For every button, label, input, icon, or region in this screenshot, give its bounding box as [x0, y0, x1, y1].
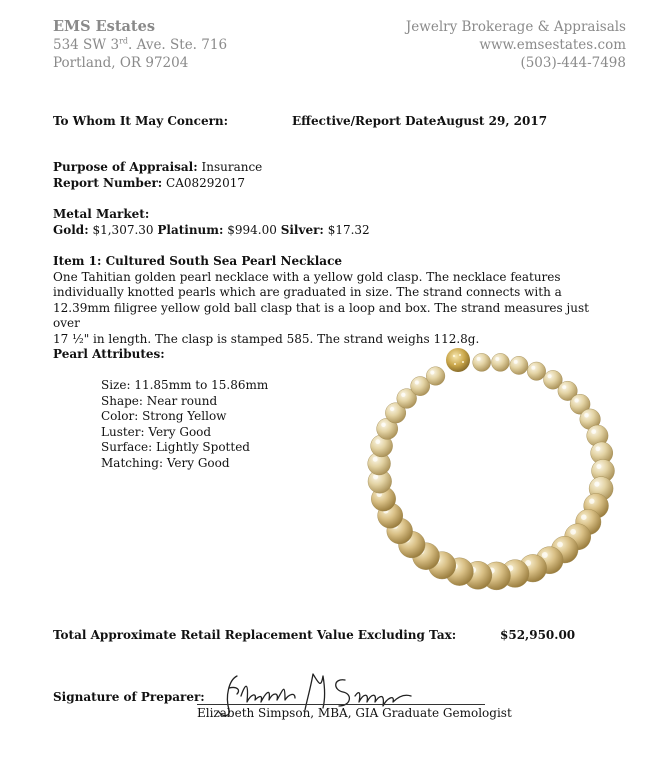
pearl-highlight — [531, 366, 535, 370]
attribute-luster: Luster: Very Good — [101, 424, 212, 439]
company-phone: (503)-444-7498 — [520, 55, 626, 71]
pearl — [510, 356, 528, 374]
total-value: $52,950.00 — [500, 628, 576, 642]
necklace-photo — [355, 338, 627, 600]
item-description-line: One Tahitian golden pearl necklace with a yellow gold clasp. The necklace features — [53, 269, 561, 284]
gold-value: $1,307.30 — [92, 222, 154, 237]
pearl-highlight — [596, 446, 601, 451]
signature-label: Signature of Preparer: — [53, 690, 205, 704]
platinum-label: Platinum: — [157, 222, 224, 237]
attribute-size: Size: 11.85mm to 15.86mm — [101, 378, 269, 392]
item-description-line: 17 ½" in length. The clasp is stamped 585. The strand weighs 112.8g. — [53, 331, 480, 346]
pearl-highlight — [390, 407, 394, 411]
report-number-value: CA08292017 — [166, 175, 245, 190]
gold-clasp — [446, 348, 470, 372]
pearl-highlight — [548, 374, 552, 378]
address-line-1: 534 SW 3rd. Ave. Ste. 716 — [53, 36, 228, 53]
attribute-shape: Shape: Near round — [101, 393, 218, 408]
pearl-highlight — [596, 464, 601, 469]
pearl-highlight — [591, 429, 596, 434]
purpose-block — [53, 160, 262, 191]
pearl-highlight — [557, 542, 563, 548]
pearl-strand — [368, 353, 615, 590]
report-date-label: Effective/Report Date: — [292, 114, 441, 128]
pearl-highlight — [375, 439, 380, 444]
metal-market-block — [53, 207, 370, 238]
pearl-highlight — [542, 552, 548, 558]
pearl-highlight — [373, 457, 378, 462]
attribute-surface: Surface: Lightly Spotted — [101, 440, 250, 454]
platinum-value: $994.00 — [227, 222, 277, 237]
pearl-highlight — [581, 514, 587, 520]
letterhead-right — [406, 18, 626, 72]
attributes-title: Pearl Attributes: — [53, 347, 165, 361]
address-line-2: Portland, OR 97204 — [53, 55, 189, 71]
pearl — [527, 362, 545, 380]
item-block — [53, 254, 613, 347]
purpose-label: Purpose of Appraisal: — [53, 160, 198, 174]
pearl — [426, 367, 445, 386]
pearl-highlight — [589, 499, 594, 504]
silver-value: $17.32 — [327, 222, 370, 237]
metal-market-title: Metal Market: — [53, 207, 150, 221]
signature-line — [197, 704, 485, 705]
preparer-name: Elizabeth Simpson, MBA, GIA Graduate Gemologist — [197, 706, 512, 720]
pearl-highlight — [574, 398, 578, 402]
item-description-line: 12.39mm filigree yellow gold ball clasp that is a loop and box. The strand measures just over — [53, 300, 589, 330]
report-date-value: August 29, 2017 — [437, 114, 548, 128]
item-title: Item 1: Cultured South Sea Pearl Necklace — [53, 254, 343, 268]
gold-label: Gold: — [53, 222, 89, 237]
pearl-highlight — [373, 474, 378, 479]
pearl-highlight — [514, 360, 518, 364]
pearl-highlight — [401, 393, 405, 397]
company-tagline: Jewelry Brokerage & Appraisals — [405, 19, 626, 35]
silver-label: Silver: — [280, 222, 324, 237]
pearl-highlight — [584, 413, 589, 418]
pearl-highlight — [430, 370, 434, 374]
attribute-matching: Matching: Very Good — [101, 455, 230, 470]
attribute-color: Color: Strong Yellow — [101, 409, 227, 423]
company-name: EMS Estates — [53, 18, 156, 35]
pearl-highlight — [570, 529, 576, 535]
pearl-highlight — [477, 357, 481, 361]
pearl — [491, 353, 509, 371]
pearl-highlight — [495, 357, 499, 361]
salutation: To Whom It May Concern: — [53, 114, 229, 128]
attributes-list — [101, 378, 268, 471]
pearl-highlight — [562, 385, 566, 389]
company-website: www.emsestates.com — [479, 37, 626, 53]
pearl — [473, 353, 491, 371]
pearl-highlight — [381, 423, 386, 428]
purpose-value: Insurance — [201, 160, 263, 174]
letterhead-left — [53, 18, 227, 72]
total-label: Total Approximate Retail Replacement Value Excluding Tax: — [53, 628, 457, 642]
pearl-highlight — [415, 380, 419, 384]
pearl-highlight — [594, 482, 599, 487]
item-description-line: individually knotted pearls which are graduated in size. The strand connects with a — [53, 285, 562, 299]
report-number-label: Report Number: — [53, 175, 163, 190]
